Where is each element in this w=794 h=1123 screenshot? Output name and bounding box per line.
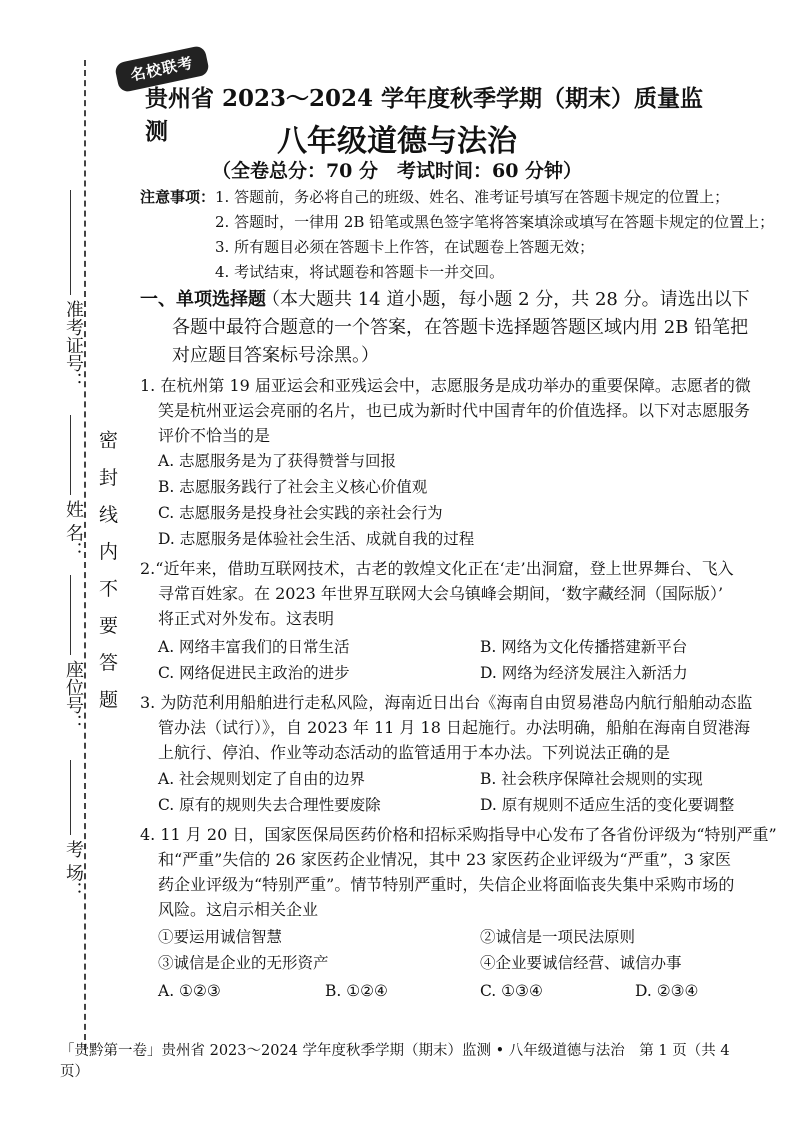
- answer-option: B. ①②④: [325, 982, 388, 1000]
- question-stem: 药企业评级为“特别严重”。情节特别严重时，失信企业将面临丧失集中采购市场的: [158, 875, 735, 894]
- answer-option: D. 网络为经济发展注入新活力: [480, 664, 688, 682]
- question-stem: 4. 11 月 20 日，国家医保局医药价格和招标采购指导中心发布了各省份评级为“特别严重”: [140, 825, 777, 844]
- answer-option: C. 网络促进民主政治的进步: [158, 664, 350, 682]
- answer-option: C. 原有的规则失去合理性要废除: [158, 796, 381, 814]
- answer-option: A. 网络丰富我们的日常生活: [158, 638, 350, 656]
- name-blank: [70, 415, 71, 495]
- question-stem: 将正式对外发布。这表明: [158, 609, 335, 628]
- answer-option: D. ②③④: [635, 982, 699, 1000]
- notice-label: 注意事项：: [140, 188, 216, 206]
- question-stem: 3. 为防范利用船舶进行走私风险，海南近日出台《海南自由贸易港岛内航行船舶动态监: [140, 693, 753, 712]
- exam-meta: （全卷总分：70 分 考试时间：60 分钟）: [211, 160, 583, 182]
- notice-item: 1. 答题前，务必将自己的班级、姓名、准考证号填写在答题卡规定的位置上；: [215, 188, 730, 206]
- room-label: 考 场：: [63, 840, 84, 900]
- statement: ②诚信是一项民法原则: [480, 928, 636, 946]
- answer-option: C. ①③④: [480, 982, 543, 1000]
- seal-notice: 密 封 线 内 不 要 答 题: [96, 430, 118, 715]
- seat-label: 座位号：: [63, 660, 84, 732]
- statement: ①要运用诚信智慧: [158, 928, 283, 946]
- exam-number-blank: [70, 190, 71, 295]
- exam-number-label: 准考证号：: [63, 300, 84, 390]
- question-stem: 上航行、停泊、作业等动态活动的监管适用于本办法。下列说法正确的是: [158, 743, 671, 762]
- notice-item: 3. 所有题目必须在答题卡上作答，在试题卷上答题无效；: [215, 238, 595, 256]
- section-instructions: （本大题共 14 道小题，每小题 2 分，共 28 分。请选出以下: [262, 289, 750, 310]
- question-stem: 风险。这启示相关企业: [158, 900, 319, 919]
- joint-exam-badge: 名校联考: [114, 45, 210, 93]
- question-stem: 1. 在杭州第 19 届亚运会和亚残运会中，志愿服务是成功举办的重要保障。志愿者的微: [140, 376, 751, 395]
- answer-option: B. 网络为文化传播搭建新平台: [480, 638, 688, 656]
- answer-option: A. ①②③: [158, 982, 221, 1000]
- page-footer: 「贵黔第一卷」贵州省 2023～2024 学年度秋季学期（期末）监测 • 八年级道德与法治 第 1 页（共 4 页）: [60, 1043, 730, 1080]
- answer-option: A. 志愿服务是为了获得赞誉与回报: [158, 452, 397, 470]
- subject-title: 八年级道德与法治: [277, 124, 517, 159]
- name-label: 姓 名：: [63, 500, 84, 560]
- answer-option: D. 志愿服务是体验社会生活、成就自我的过程: [158, 530, 475, 548]
- statement: ④企业要诚信经营、诚信办事: [480, 954, 682, 972]
- answer-option: A. 社会规则划定了自由的边界: [158, 770, 366, 788]
- question-stem: 评价不恰当的是: [158, 426, 271, 445]
- question-stem: 管办法（试行）》，自 2023 年 11 月 18 日起施行。办法明确，船舶在海南自贸港海: [158, 718, 750, 737]
- seat-blank: [70, 575, 71, 655]
- question-stem: 2.“近年来，借助互联网技术，古老的敦煌文化正在‘走’出洞窟，登上世界舞台、飞入: [140, 559, 734, 578]
- answer-option: B. 志愿服务践行了社会主义核心价值观: [158, 478, 428, 496]
- room-blank: [70, 760, 71, 835]
- exam-title: 贵州省 2023～2024 学年度秋季学期（期末）质量监测: [145, 85, 704, 145]
- section-heading: 一、单项选择题: [140, 289, 266, 310]
- question-stem: 和“严重”失信的 26 家医药企业情况，其中 23 家医药企业评级为“严重”，3 家医: [158, 850, 732, 869]
- question-stem: 笑是杭州亚运会亮丽的名片，也已成为新时代中国青年的价值选择。以下对志愿服务: [158, 401, 751, 420]
- section-instructions: 各题中最符合题意的一个答案，在答题卡选择题答题区域内用 2B 铅笔把: [172, 317, 749, 338]
- answer-option: C. 志愿服务是投身社会实践的亲社会行为: [158, 504, 443, 522]
- answer-option: B. 社会秩序保障社会规则的实现: [480, 770, 703, 788]
- section-instructions: 对应题目答案标号涂黑。）: [172, 345, 379, 366]
- notice-item: 2. 答题时，一律用 2B 铅笔或黑色签字笔将答案填涂或填写在答题卡规定的位置上；: [215, 213, 775, 231]
- statement: ③诚信是企业的无形资产: [158, 954, 329, 972]
- answer-option: D. 原有规则不适应生活的变化要调整: [480, 796, 735, 814]
- question-stem: 寻常百姓家。在 2023 年世界互联网大会乌镇峰会期间，‘数字藏经洞（国际版）’: [158, 584, 724, 603]
- notice-item: 4. 考试结束，将试题卷和答题卡一并交回。: [215, 263, 505, 281]
